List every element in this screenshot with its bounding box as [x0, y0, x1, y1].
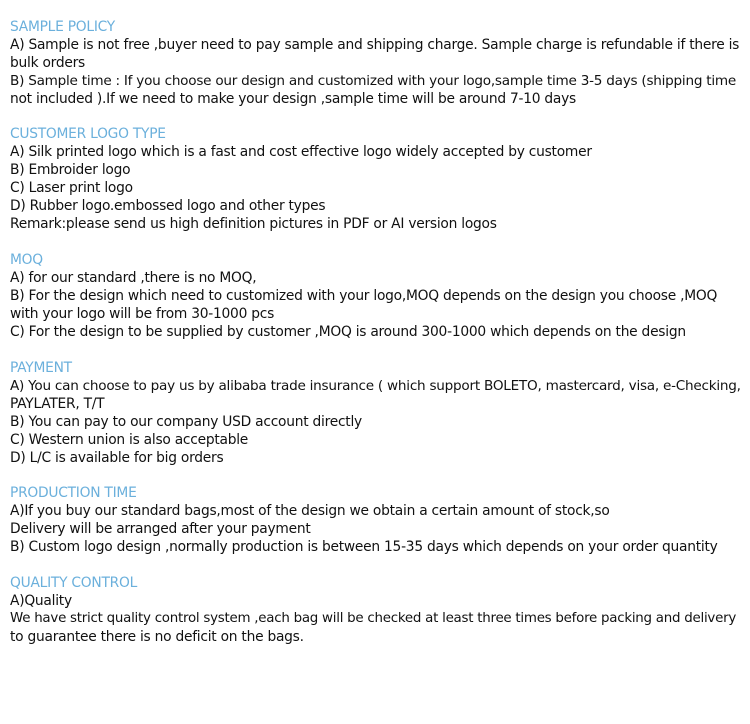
- section-line: C) Western union is also acceptable: [10, 432, 249, 448]
- section-line: to guarantee there is no deficit on the bags.: [10, 629, 304, 645]
- section-line: A) for our standard ,there is no MOQ,: [10, 270, 257, 286]
- section-line: PAYLATER, T/T: [10, 396, 105, 412]
- section-title: MOQ: [10, 252, 43, 268]
- section-line: B) Embroider logo: [10, 162, 131, 178]
- section-quality-control: [10, 574, 746, 646]
- section-payment: [10, 359, 746, 467]
- section-line: B) Sample time : If you choose our design and customized with your logo,sample time 3-5 days (shipping time: [10, 73, 736, 89]
- section-line: B) You can pay to our company USD account directly: [10, 414, 362, 430]
- section-moq: [10, 251, 746, 341]
- section-line: C) For the design to be supplied by customer ,MOQ is around 300-1000 which depends on the design: [10, 324, 686, 340]
- section-customer-logo-type: [10, 125, 746, 233]
- section-title: CUSTOMER LOGO TYPE: [10, 126, 166, 142]
- section-title: QUALITY CONTROL: [10, 575, 138, 591]
- section-line: We have strict quality control system ,each bag will be checked at least three times before packing and delivery: [10, 611, 737, 626]
- section-line: not included ).If we need to make your design ,sample time will be around 7-10 days: [10, 91, 576, 107]
- section-line: B) Custom logo design ,normally production is between 15-35 days which depends on your order quantity: [10, 539, 718, 555]
- section-line: A)Quality: [10, 593, 72, 609]
- section-title: SAMPLE POLICY: [10, 19, 115, 35]
- section-line: C) Laser print logo: [10, 180, 133, 196]
- section-line: with your logo will be from 30-1000 pcs: [10, 306, 275, 322]
- section-line: A) You can choose to pay us by alibaba trade insurance ( which support BOLETO, mastercard, visa, e-Checking,: [10, 378, 741, 394]
- section-line: A)If you buy our standard bags,most of the design we obtain a certain amount of stock,so: [10, 503, 610, 519]
- section-title: PAYMENT: [10, 360, 72, 376]
- section-line: Delivery will be arranged after your payment: [10, 521, 311, 537]
- section-line: D) Rubber logo.embossed logo and other types: [10, 198, 326, 214]
- section-line: D) L/C is available for big orders: [10, 450, 224, 466]
- section-title: PRODUCTION TIME: [10, 485, 137, 501]
- section-production-time: [10, 484, 746, 556]
- section-line: bulk orders: [10, 55, 85, 71]
- section-line: A) Sample is not free ,buyer need to pay sample and shipping charge. Sample charge is refundable if there is: [10, 37, 740, 53]
- section-line: Remark:please send us high definition pictures in PDF or AI version logos: [10, 216, 497, 232]
- section-sample-policy: [10, 18, 746, 108]
- section-line: A) Silk printed logo which is a fast and cost effective logo widely accepted by customer: [10, 144, 592, 160]
- section-line: B) For the design which need to customized with your logo,MOQ depends on the design you choose ,MOQ: [10, 288, 718, 304]
